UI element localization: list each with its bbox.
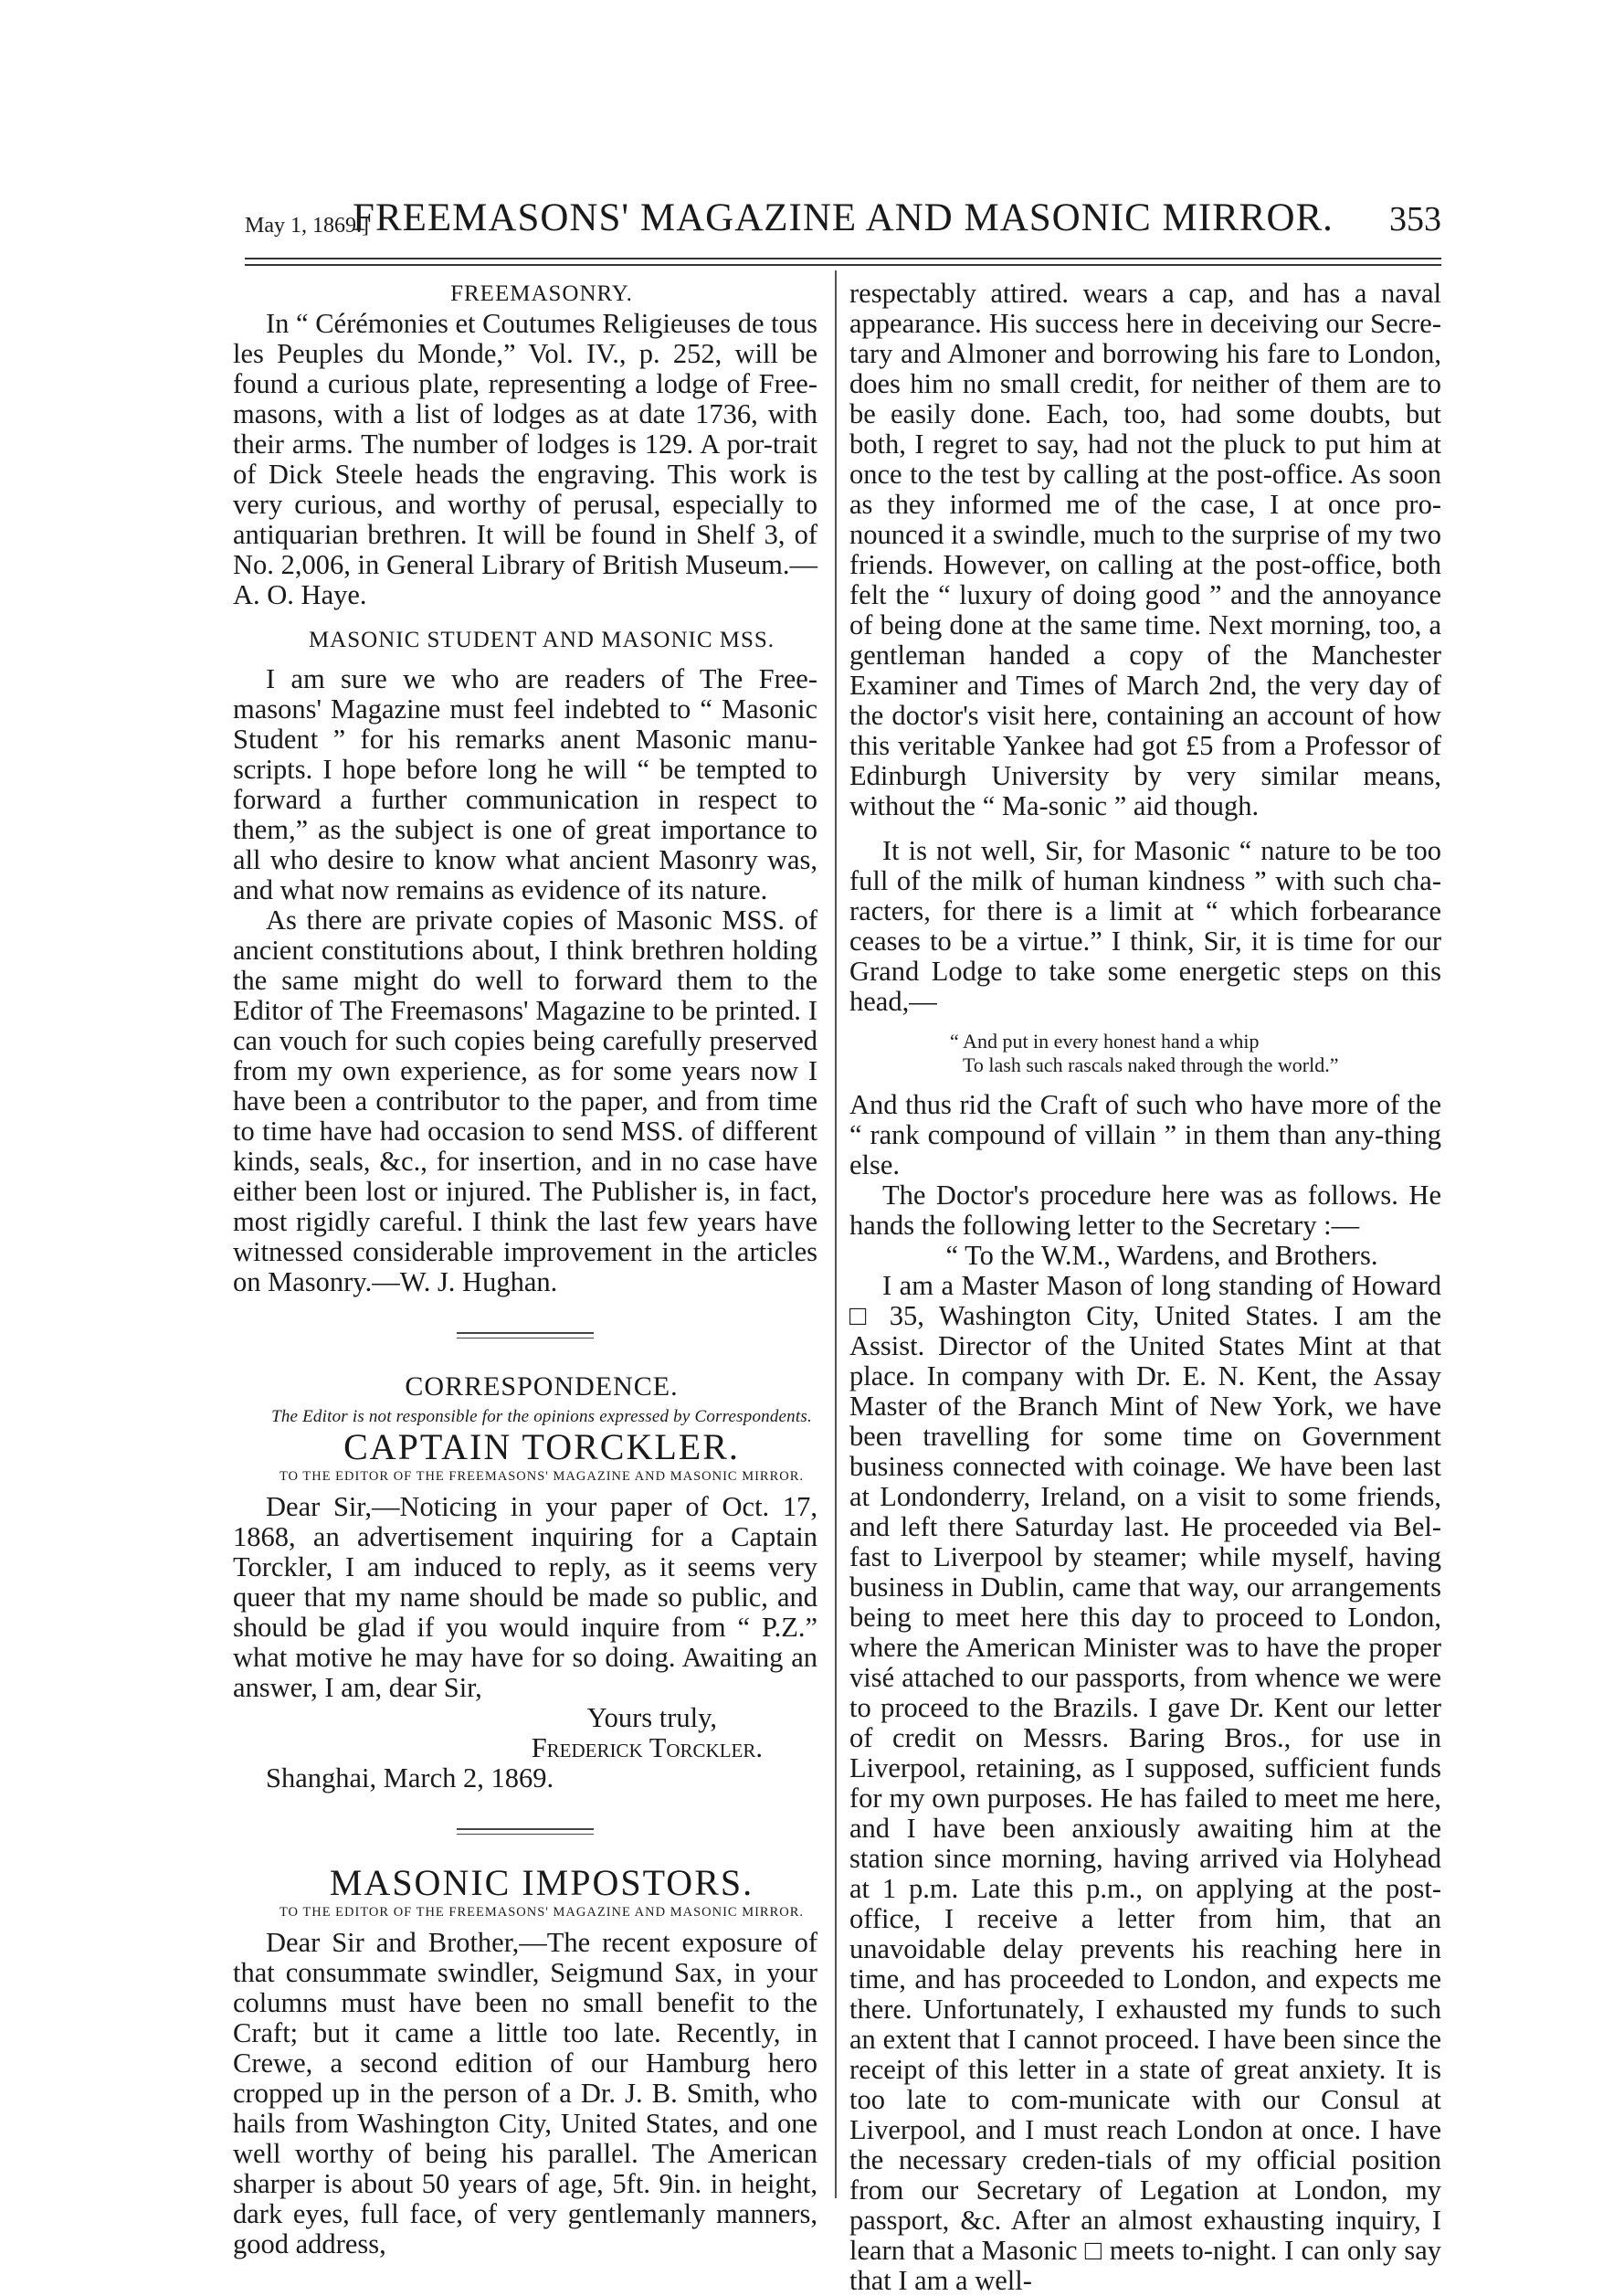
- correspondence-heading: CORRESPONDENCE.: [405, 1371, 679, 1402]
- running-head: [245, 194, 1441, 249]
- left-column: [233, 279, 817, 2259]
- magazine-title: FREEMASONS' MAGAZINE AND MASONIC MIRROR.: [353, 196, 1334, 239]
- torckler-addressee: TO THE EDITOR OF THE FREEMASONS' MAGAZINE AND MASONIC MIRROR.: [279, 1469, 805, 1484]
- column-divider: [835, 270, 837, 2198]
- torckler-signature: Frederick Torckler.: [531, 1732, 763, 1763]
- verse-line: To lash such rascals naked through the world.”: [963, 1053, 1339, 1076]
- masonic-mss-paragraph-1: I am sure we who are readers of The Free-masons' Magazine must feel indebted to “ Masonic Student ” for his remarks anent Masonic manu-scripts. I hope before long he will “ be tempted to forward a further communication in respect to them,” as the subject is one of great importance to all who desire to know what ancient Masonry was, and what now remains as evidence of its nature.: [233, 663, 817, 905]
- impostors-continued-paragraph: respectably attired. wears a cap, and has a naval appearance. His success here in deceiving our Secre-tary and Almoner and borrowing his fare to London, does him no small credit, for neither of them are to be easily done. Each, too, had some doubts, but both, I regret to say, had not the pluck to put him at once to the test by calling at the post-office. As soon as they informed me of the case, I at once pro-nounced it a swindle, much to the surprise of my two friends. However, on calling at the post-office, both felt the “ luxury of doing good ” and the annoyance of being done at the same time. Next morning, too, a gentleman handed a copy of the Manchester Examiner and Times of March 2nd, the very day of the doctor's visit here, containing an account of how this veritable Yankee had got £5 from a Professor of Edinburgh University by very similar means, without the “ Ma-sonic ” aid though.: [849, 278, 1442, 821]
- freemasonry-paragraph: In “ Cérémonies et Coutumes Religieuses de tous les Peuples du Monde,” Vol. IV., p. 252, will be found a curious plate, representing a lodge of Free-masons, with a list of lodges as at date 1736, with their arms. The number of lodges is 129. A por-trait of Dick Steele heads the engraving. This work is very curious, and worthy of perusal, especially to antiquarian brethren. It will be found in Shelf 3, of No. 2,006, in General Library of British Museum.— A. O. Haye.: [233, 308, 817, 610]
- procedure-paragraph: The Doctor's procedure here was as follows. He hands the following letter to the Secretary :—: [849, 1180, 1441, 1241]
- torckler-place-date: Shanghai, March 2, 1869.: [266, 1762, 554, 1793]
- verse-line: “ And put in every honest hand a whip: [950, 1030, 1260, 1053]
- torckler-closing: Yours truly,: [586, 1702, 717, 1733]
- section-rule: [457, 1828, 594, 1835]
- page-number: 353: [1389, 200, 1441, 238]
- header-rule: [245, 258, 1441, 269]
- masonic-mss-paragraph-2: As there are private copies of Masonic MSS. of ancient constitutions about, I think brethren holding the same might do well to forward them to the Editor of The Freemasons' Magazine to be printed. I can vouch for such copies being carefully preserved from my own experience, as for some years now I have been a contributor to the paper, and from time to time have had occasion to send MSS. of different kinds, seals, &c., for insertion, and in no case have either been lost or injured. The Publisher is, in fact, most rigidly careful. I think the last few years have witnessed considerable improvement in the articles on Masonry.—W. J. Hughan.: [233, 905, 817, 1297]
- torckler-heading: CAPTAIN TORCKLER.: [343, 1426, 740, 1467]
- freemasonry-heading: FREEMASONRY.: [450, 281, 633, 306]
- letter-salutation: “ To the W.M., Wardens, and Brothers.: [945, 1240, 1378, 1271]
- right-column: [849, 279, 1441, 2296]
- verse-quote: [950, 1030, 1441, 1077]
- impostors-letter: Dear Sir and Brother,—The recent exposure of that consummate swindler, Seigmund Sax, in your columns must have been no small benefit to the Craft; but it came a little too late. Recently, in Crewe, a second edition of our Hamburg hero cropped up in the person of a Dr. J. B. Smith, who hails from Washington City, United States, and one well worthy of being his parallel. The American sharper is about 50 years of age, 5ft. 9in. in height, dark eyes, full face, of very gentlemanly manners, good address,: [233, 1927, 817, 2259]
- grand-lodge-paragraph: It is not well, Sir, for Masonic “ nature to be too full of the milk of human kindness ” with such cha-racters, for there is a limit at “ which forbearance ceases to be a virtue.” I think, Sir, it is time for our Grand Lodge to take some energetic steps on this head,—: [849, 835, 1441, 1017]
- impostors-addressee: TO THE EDITOR OF THE FREEMASONS' MAGAZINE AND MASONIC MIRROR.: [279, 1905, 805, 1920]
- quoted-letter: I am a Master Mason of long standing of Howard □ 35, Washington City, United States. I am the Assist. Director of the United States Mint at that place. In company with Dr. E. N. Kent, the Assay Master of the Branch Mint of New York, we have been travelling for some time on Government business connected with coinage. We have been last at Londonderry, Ireland, on a visit to some friends, and left there Saturday last. He proceeded via Bel-fast to Liverpool by steamer; while myself, having business in Dublin, came that way, our arrangements being to meet here this day to proceed to London, where the American Minister was to have the proper visé attached to our passports, from whence we were to proceed to the Brazils. I gave Dr. Kent our letter of credit on Messrs. Baring Bros., for use in Liverpool, retaining, as I supposed, sufficient funds for my own purposes. He has failed to meet me here, and I have been anxiously awaiting him at the station since morning, having arrived via Holyhead at 1 p.m. Late this p.m., on applying at the post-office, I receive a letter from him, that an unavoidable delay prevents his reaching here in time, and has proceeded to London, and expects me there. Unfortunately, I exhausted my funds to such an extent that I cannot proceed. I have been since the receipt of this letter in a state of great anxiety. It is too late to com-municate with our Consul at Liverpool, and I must reach London at once. I have the necessary creden-tials of my official position from our Secretary of Legation at London, my passport, &c. After an almost exhausting inquiry, I learn that a Masonic □ meets to-night. I can only say that I am a well-: [849, 1270, 1441, 2296]
- editor-disclaimer: The Editor is not responsible for the opinions expressed by Correspondents.: [271, 1407, 812, 1426]
- impostors-heading: MASONIC IMPOSTORS.: [329, 1862, 754, 1903]
- rid-craft-paragraph: And thus rid the Craft of such who have more of the “ rank compound of villain ” in them than any-thing else.: [849, 1089, 1441, 1180]
- masonic-mss-heading: MASONIC STUDENT AND MASONIC MSS.: [308, 628, 775, 652]
- section-rule: [457, 1332, 594, 1338]
- issue-date: May 1, 1869.]: [245, 214, 369, 238]
- torckler-letter: Dear Sir,—Noticing in your paper of Oct. 17, 1868, an advertisement inquiring for a Captain Torckler, I am induced to reply, as it seems very queer that my name should be made so public, and should be glad if you would inquire from “ P.Z.” what motive he may have for so doing. Awaiting an answer, I am, dear Sir,: [233, 1491, 817, 1703]
